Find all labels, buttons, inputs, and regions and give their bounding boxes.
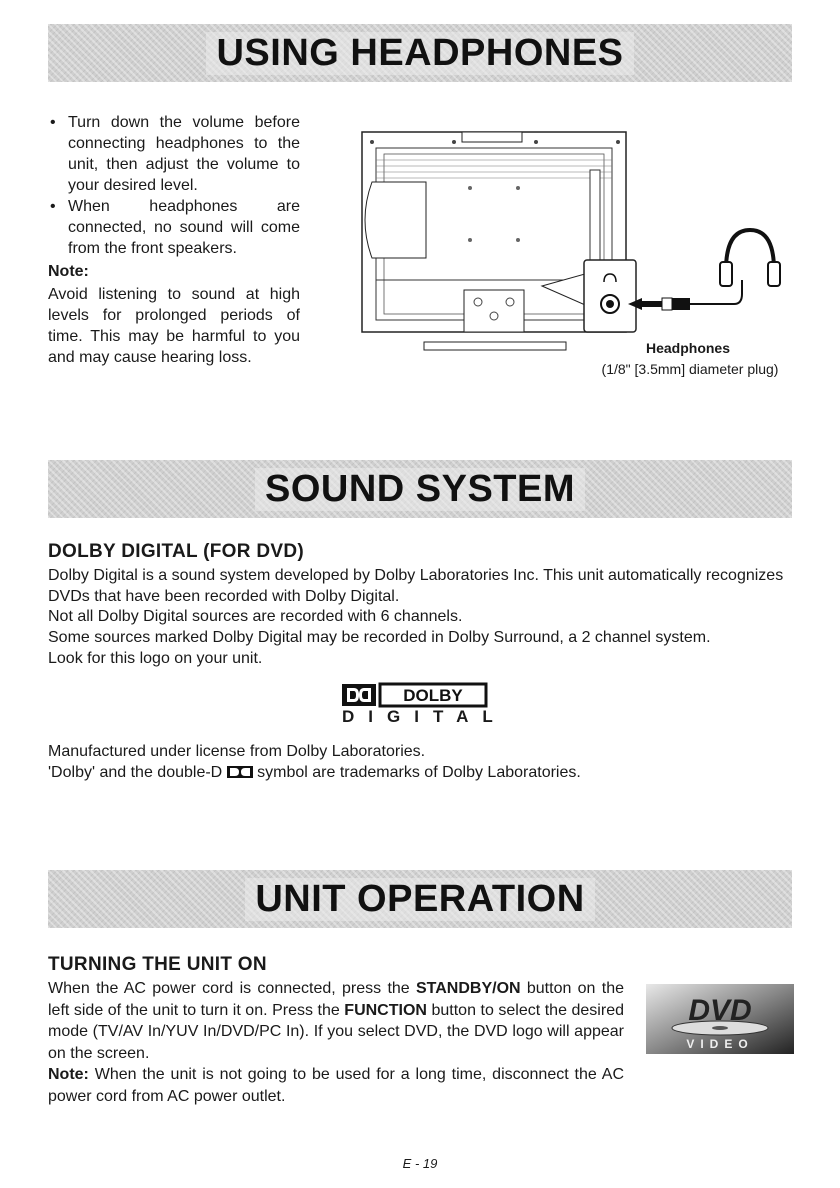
tv-headphone-jack-illustration bbox=[346, 130, 796, 360]
dolby-logo-word: DOLBY bbox=[403, 686, 463, 705]
double-d-icon bbox=[227, 765, 253, 779]
dolby-license: Manufactured under license from Dolby Laboratories. bbox=[48, 743, 426, 760]
section-title: USING HEADPHONES bbox=[206, 32, 633, 75]
dolby-paragraph: Dolby Digital is a sound system developed by Dolby Laboratories Inc. This unit automatically recognizes DVDs that have been recorded with Dolby Digital. bbox=[48, 567, 784, 605]
headphones-caption-title: Headphones bbox=[645, 340, 730, 356]
note-text: When the unit is not going to be used for a long time, disconnect the AC power cord from AC power outlet. bbox=[48, 1066, 624, 1105]
note-label: Note: bbox=[48, 263, 89, 280]
dolby-paragraph: Some sources marked Dolby Digital may be recorded in Dolby Surround, a 2 channel system. bbox=[48, 629, 711, 646]
trademark-text: 'Dolby' and the double-D bbox=[48, 764, 223, 781]
dvd-logo-word: DVD bbox=[688, 994, 752, 1027]
turning-on-text bbox=[48, 978, 624, 1107]
headphones-bullet-list bbox=[48, 112, 300, 259]
section-title: SOUND SYSTEM bbox=[255, 468, 585, 511]
text-run: button on the left side of the unit to turn it on. Press the bbox=[48, 980, 625, 1019]
bullet-item: • When headphones are connected, no sound will come from the front speakers. bbox=[48, 196, 300, 259]
note-text: Avoid listening to sound at high levels for prolonged periods of time. This may be harmful to you and may cause hearing loss. bbox=[48, 286, 300, 366]
standby-on-label: STANDBY/ON bbox=[415, 980, 521, 997]
section-banner-sound bbox=[48, 460, 792, 518]
dolby-paragraph: Not all Dolby Digital sources are recorded with 6 channels. bbox=[48, 608, 463, 625]
page-number: E - 19 bbox=[402, 1156, 438, 1171]
bullet-item: • Turn down the volume before connecting headphones to the unit, then adjust the volume to your desired level. bbox=[48, 112, 300, 196]
dolby-heading: DOLBY DIGITAL (FOR DVD) bbox=[48, 541, 305, 562]
section-title: UNIT OPERATION bbox=[245, 878, 594, 921]
section-banner-headphones bbox=[48, 24, 792, 82]
section-banner-unit-operation bbox=[48, 870, 792, 928]
trademark-text: symbol are trademarks of Dolby Laboratories. bbox=[257, 764, 581, 781]
dolby-trademark bbox=[48, 763, 796, 784]
text-run: When the AC power cord is connected, press the bbox=[48, 980, 416, 997]
dolby-paragraph: Look for this logo on your unit. bbox=[48, 650, 263, 667]
dvd-logo-sub: VIDEO bbox=[686, 1037, 754, 1051]
function-label: FUNCTION bbox=[344, 1001, 427, 1019]
note-label: Note: bbox=[48, 1066, 89, 1083]
headphones-caption-sub: (1/8" [3.5mm] diameter plug) bbox=[601, 361, 779, 377]
text-run: button to select the desired mode (TV/AV In/YUV In/DVD/PC In). If you select DVD, the DVD logo will appear on the screen. bbox=[48, 1001, 624, 1062]
turning-on-heading: TURNING THE UNIT ON bbox=[48, 954, 267, 975]
dvd-video-logo bbox=[646, 984, 794, 1054]
dolby-logo-sub: DIGITAL bbox=[342, 707, 507, 726]
